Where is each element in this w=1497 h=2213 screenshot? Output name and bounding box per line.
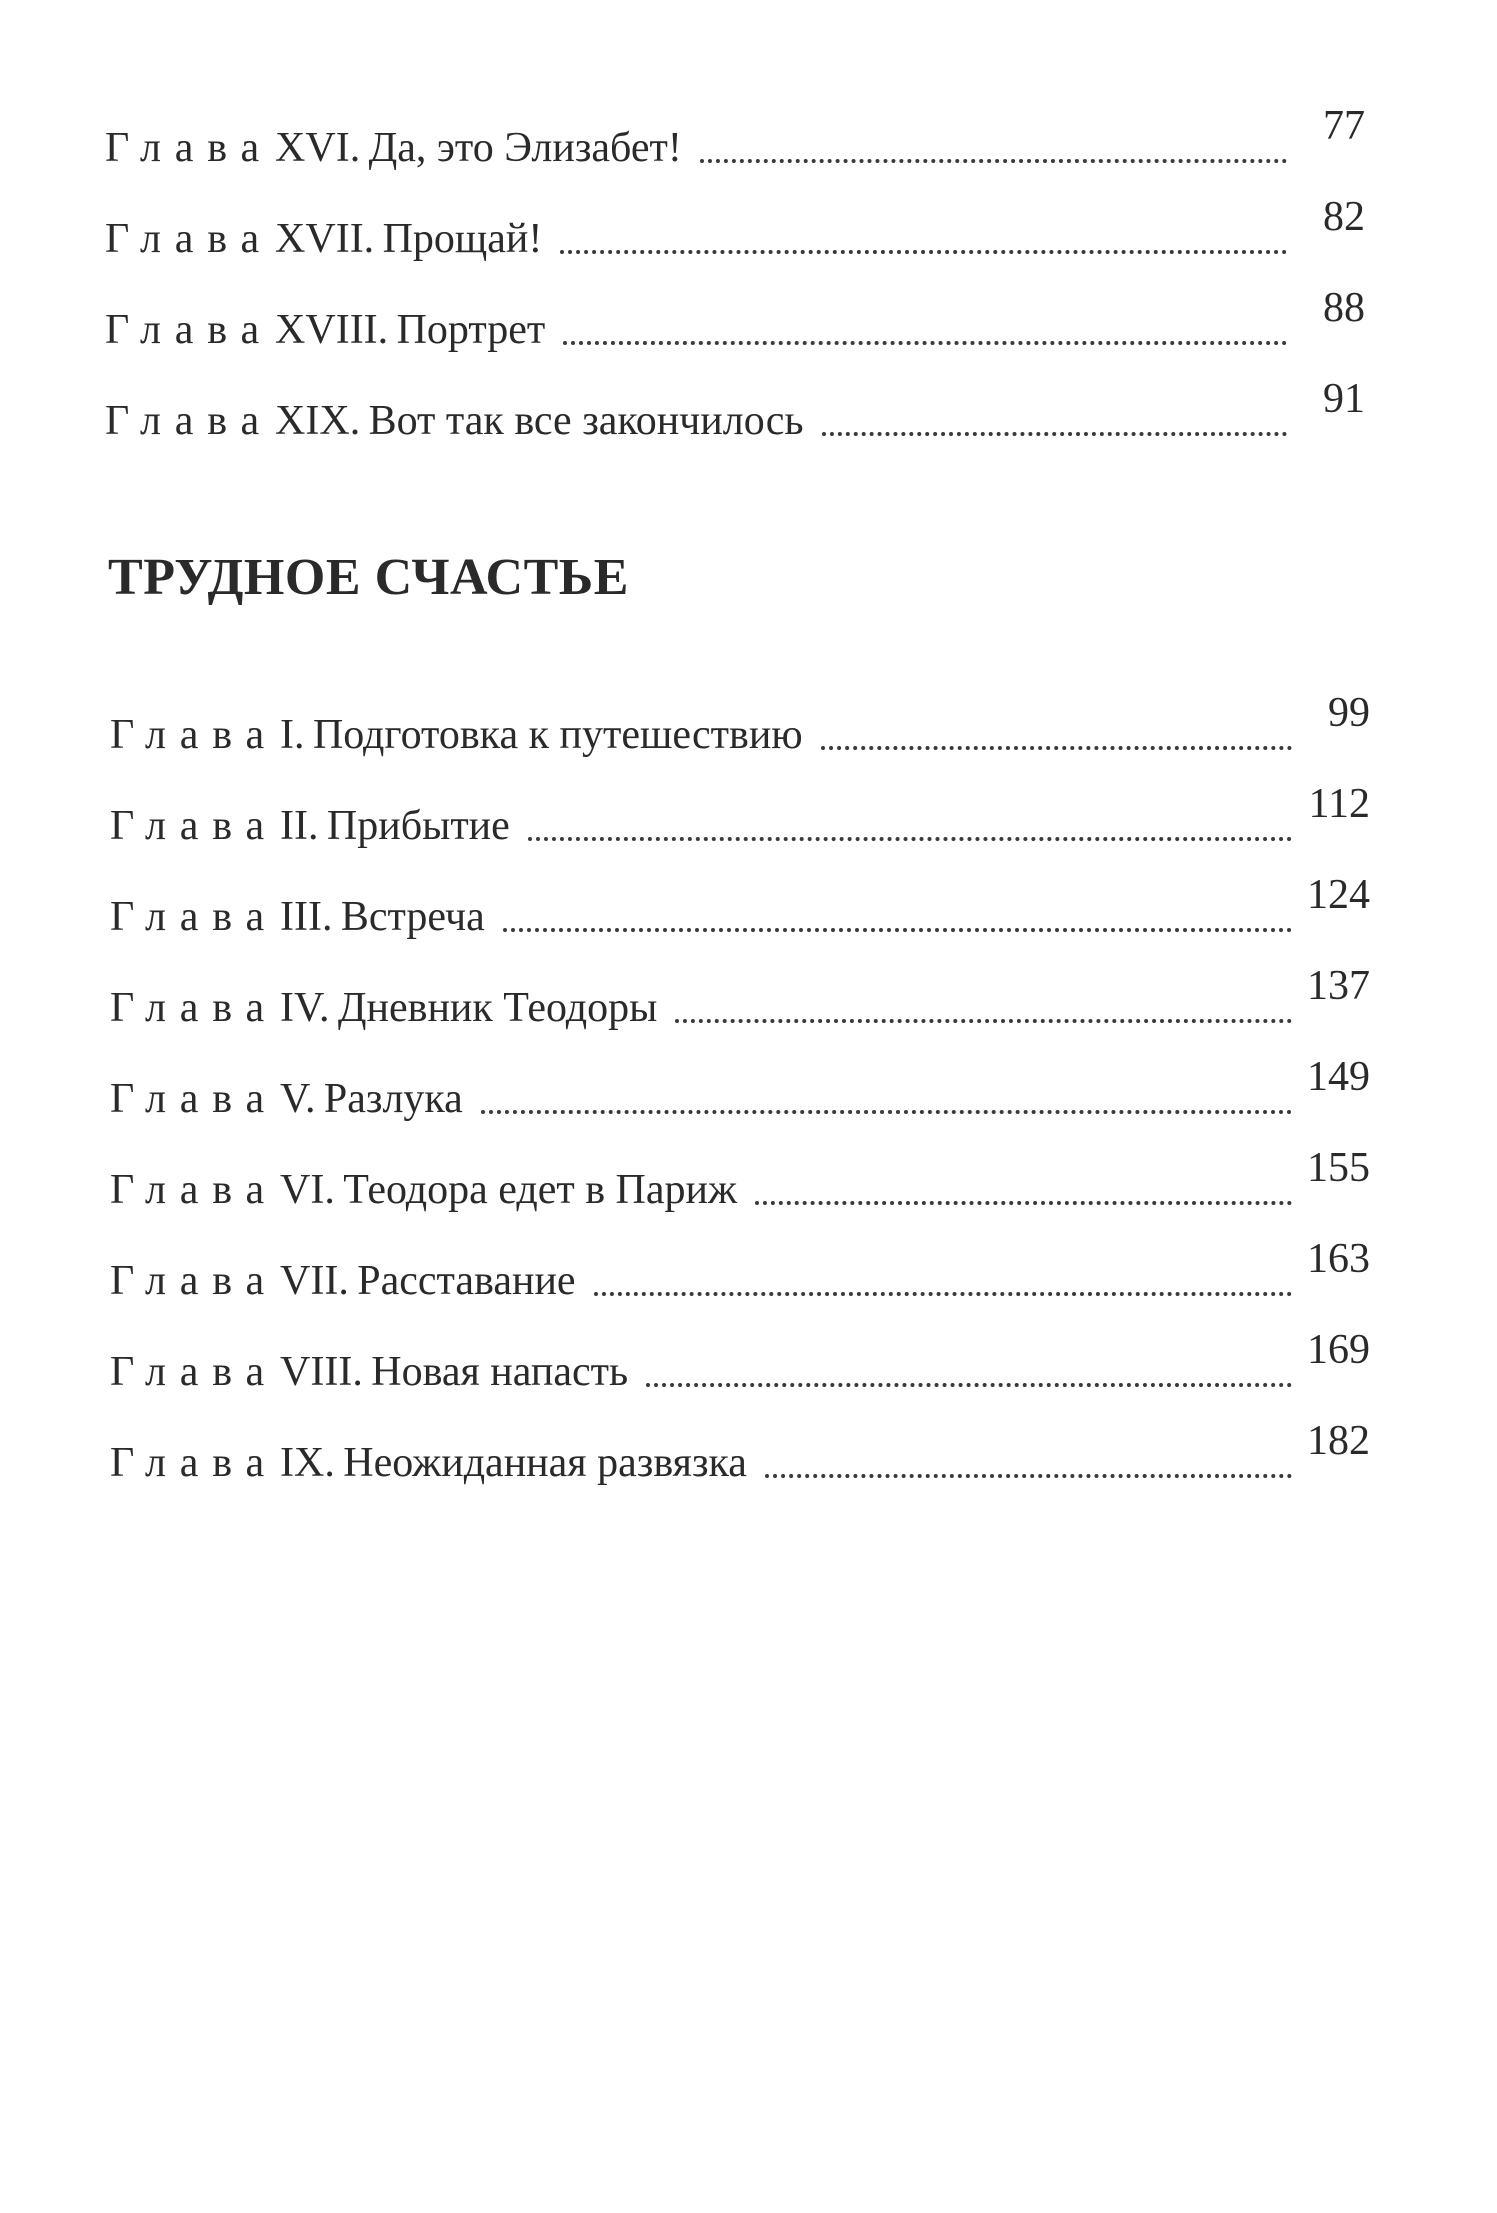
dot-leader (594, 1292, 1292, 1296)
page-number: 91 (1323, 376, 1365, 422)
dot-leader (755, 1201, 1292, 1205)
chapter-word: Глава (105, 216, 273, 262)
dot-leader (821, 746, 1292, 750)
dot-leader (563, 341, 1287, 345)
chapter-word: Глава (110, 1258, 278, 1304)
chapter-number: IX. (280, 1440, 335, 1486)
chapter-number: VIII. (280, 1349, 363, 1395)
page-number: 149 (1307, 1054, 1370, 1100)
page-number: 82 (1323, 194, 1365, 240)
toc-entry (110, 1393, 1370, 1484)
page-number: 124 (1307, 872, 1370, 918)
page-number: 112 (1308, 781, 1370, 827)
chapter-title: Прибытие (326, 803, 510, 849)
chapter-number: VI. (280, 1167, 335, 1213)
chapter-word: Глава (105, 125, 273, 171)
chapter-number: III. (280, 894, 333, 940)
chapter-number: V. (280, 1076, 316, 1122)
toc-entry (110, 1302, 1370, 1393)
page-number: 155 (1307, 1145, 1370, 1191)
dot-leader (675, 1019, 1292, 1023)
dot-leader (481, 1110, 1292, 1114)
toc-entry (105, 169, 1365, 260)
dot-leader (700, 159, 1287, 163)
chapter-word: Глава (110, 1440, 278, 1486)
toc-entry (110, 938, 1370, 1029)
chapter-number: VII. (280, 1258, 349, 1304)
chapter-title: Вот так все закончилось (368, 398, 804, 444)
chapter-word: Глава (105, 307, 273, 353)
chapter-word: Глава (110, 894, 278, 940)
chapter-title: Расставание (357, 1258, 576, 1304)
chapter-number: XIX. (275, 398, 361, 444)
toc-second-part (110, 665, 1370, 1484)
chapter-number: XVIII. (275, 307, 389, 353)
chapter-title: Неожиданная развязка (343, 1440, 747, 1486)
page-number: 182 (1307, 1418, 1370, 1464)
toc-entry (105, 351, 1365, 442)
chapter-word: Глава (110, 803, 278, 849)
toc-entry (110, 1029, 1370, 1120)
toc-entry (110, 665, 1370, 756)
chapter-word: Глава (110, 985, 278, 1031)
page-number: 88 (1323, 285, 1365, 331)
chapter-title: Да, это Элизабет! (368, 125, 682, 171)
section-title: ТРУДНОЕ СЧАСТЬЕ (108, 549, 629, 606)
chapter-title: Подготовка к путешествию (312, 712, 803, 758)
chapter-title: Встреча (340, 894, 485, 940)
chapter-number: XVII. (275, 216, 375, 262)
toc-entry (105, 260, 1365, 351)
toc-entry (110, 847, 1370, 938)
chapter-title: Портрет (396, 307, 546, 353)
page-number: 77 (1323, 103, 1365, 149)
dot-leader (560, 250, 1287, 254)
chapter-word: Глава (110, 1349, 278, 1395)
chapter-number: II. (280, 803, 319, 849)
chapter-title: Разлука (323, 1076, 463, 1122)
chapter-title: Теодора едет в Париж (343, 1167, 738, 1213)
chapter-title: Прощай! (382, 216, 543, 262)
toc-first-part (105, 78, 1365, 442)
page-number: 99 (1328, 690, 1370, 736)
dot-leader (528, 837, 1292, 841)
page-number: 137 (1307, 963, 1370, 1009)
toc-entry (110, 1211, 1370, 1302)
dot-leader (503, 928, 1292, 932)
page-number: 169 (1307, 1327, 1370, 1373)
dot-leader (765, 1474, 1292, 1478)
chapter-number: XVI. (275, 125, 361, 171)
toc-entry (110, 1120, 1370, 1211)
page-number: 163 (1307, 1236, 1370, 1282)
chapter-number: IV. (280, 985, 330, 1031)
toc-entry (105, 78, 1365, 169)
chapter-word: Глава (110, 712, 278, 758)
chapter-word: Глава (110, 1167, 278, 1213)
chapter-number: I. (280, 712, 305, 758)
dot-leader (646, 1383, 1292, 1387)
toc-entry (110, 756, 1370, 847)
chapter-word: Глава (105, 398, 273, 444)
dot-leader (822, 432, 1287, 436)
chapter-word: Глава (110, 1076, 278, 1122)
chapter-title: Дневник Теодоры (337, 985, 658, 1031)
chapter-title: Новая напасть (371, 1349, 629, 1395)
